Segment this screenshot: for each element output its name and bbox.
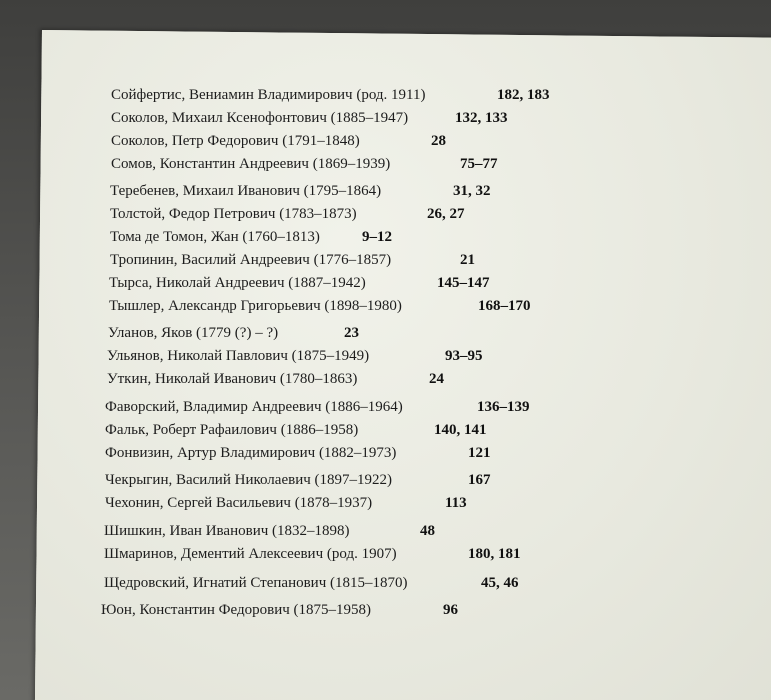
index-entry <box>107 347 483 365</box>
index-entry <box>104 522 435 540</box>
artist-name: Тропинин, Василий Андреевич (1776–1857) <box>110 252 392 268</box>
artist-name: Сойфертис, Вениамин Владимирович (род. 1911) <box>111 87 426 103</box>
page-numbers: 24 <box>429 371 444 387</box>
artist-name: Толстой, Федор Петрович (1783–1873) <box>110 206 357 222</box>
page-numbers: 48 <box>420 523 435 539</box>
book-page <box>35 30 771 700</box>
page-numbers: 136–139 <box>477 399 530 415</box>
index-entry <box>104 574 519 592</box>
page-numbers: 45, 46 <box>481 575 519 591</box>
page-numbers: 21 <box>460 252 475 268</box>
index-entry <box>109 297 531 315</box>
page-numbers: 9–12 <box>362 229 392 245</box>
index-entry <box>109 274 490 292</box>
artist-name: Уланов, Яков (1779 (?) – ?) <box>108 325 279 341</box>
artist-name: Фальк, Роберт Рафаилович (1886–1958) <box>105 422 359 438</box>
page-numbers: 121 <box>468 445 491 461</box>
artist-name: Тышлер, Александр Григорьевич (1898–1980) <box>109 298 402 314</box>
index-entry <box>108 324 359 342</box>
page-numbers: 145–147 <box>437 275 490 291</box>
index-entry <box>105 494 467 512</box>
page-numbers: 96 <box>443 602 458 618</box>
index-entry <box>105 444 491 462</box>
artist-name: Тома де Томон, Жан (1760–1813) <box>110 229 320 245</box>
artist-name: Фонвизин, Артур Владимирович (1882–1973) <box>105 445 397 461</box>
artist-name: Тырса, Николай Андреевич (1887–1942) <box>109 275 366 291</box>
index-entry <box>104 545 521 563</box>
index-entry <box>110 205 465 223</box>
artist-name: Фаворский, Владимир Андреевич (1886–1964) <box>105 399 403 415</box>
artist-name: Ульянов, Николай Павлович (1875–1949) <box>107 348 370 364</box>
page-numbers: 113 <box>445 495 467 511</box>
page-numbers: 93–95 <box>445 348 483 364</box>
page-numbers: 75–77 <box>460 156 498 172</box>
page-numbers: 23 <box>344 325 359 341</box>
index-entry <box>105 398 530 416</box>
index-entry <box>101 601 458 619</box>
index-entry <box>110 182 491 200</box>
artist-name: Сомов, Константин Андреевич (1869–1939) <box>111 156 391 172</box>
artist-name: Шишкин, Иван Иванович (1832–1898) <box>104 523 350 539</box>
page-numbers: 132, 133 <box>455 110 508 126</box>
index-entry <box>110 251 475 269</box>
artist-name: Соколов, Петр Федорович (1791–1848) <box>111 133 360 149</box>
index-entry <box>111 132 446 150</box>
artist-name: Соколов, Михаил Ксенофонтович (1885–1947) <box>111 110 409 126</box>
artist-name: Уткин, Николай Иванович (1780–1863) <box>107 371 358 387</box>
page-numbers: 26, 27 <box>427 206 465 222</box>
page-numbers: 180, 181 <box>468 546 521 562</box>
index-entry <box>111 109 508 127</box>
artist-name: Теребенев, Михаил Иванович (1795–1864) <box>110 183 382 199</box>
page-numbers: 182, 183 <box>497 87 550 103</box>
page-numbers: 168–170 <box>478 298 531 314</box>
index-entry <box>110 228 392 246</box>
page-numbers: 167 <box>468 472 491 488</box>
page-numbers: 140, 141 <box>434 422 487 438</box>
page-numbers: 31, 32 <box>453 183 491 199</box>
index-entry <box>107 370 444 388</box>
index-entry <box>111 86 550 104</box>
artist-name: Чекрыгин, Василий Николаевич (1897–1922) <box>105 472 392 488</box>
index-entry <box>105 471 491 489</box>
artist-name: Шмаринов, Дементий Алексеевич (род. 1907) <box>104 546 397 562</box>
page-numbers: 28 <box>431 133 446 149</box>
index-entry <box>111 155 498 173</box>
artist-name: Чехонин, Сергей Васильевич (1878–1937) <box>105 495 373 511</box>
artist-name: Юон, Константин Федорович (1875–1958) <box>101 602 372 618</box>
index-entry <box>105 421 487 439</box>
artist-name: Щедровский, Игнатий Степанович (1815–1870) <box>104 575 408 591</box>
